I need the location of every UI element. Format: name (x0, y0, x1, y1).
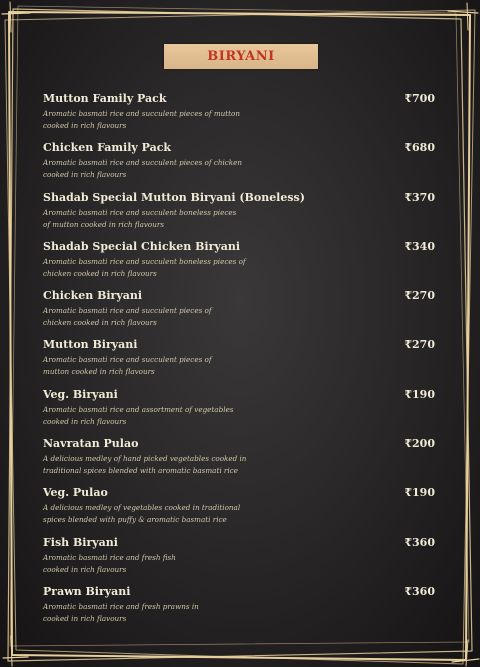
item-price: ₹340 (404, 239, 435, 253)
section-title: BIRYANI (207, 49, 275, 64)
menu-item (43, 289, 435, 338)
section-title-banner (164, 44, 318, 69)
item-name: Shadab Special Chicken Biryani (43, 239, 241, 253)
item-description: A delicious medley of hand picked vegetables cooked in traditional spices blended with aromatic basmati rice (43, 454, 247, 476)
menu-item (43, 338, 435, 387)
item-name: Chicken Biryani (43, 289, 143, 303)
item-name: Navratan Pulao (43, 437, 139, 451)
item-description: Aromatic basmati rice and fresh prawns in cooked in rich flavours (43, 601, 199, 623)
item-price: ₹190 (404, 387, 435, 401)
item-price: ₹270 (404, 289, 435, 303)
item-description: Aromatic basmati rice and succulent pieces of mutton cooked in rich flavours (43, 355, 212, 377)
item-name: Mutton Biryani (43, 338, 138, 352)
item-price: ₹700 (404, 92, 435, 105)
item-name: Mutton Family Pack (43, 92, 167, 105)
menu-item (43, 141, 435, 190)
item-price: ₹370 (404, 190, 435, 204)
item-name: Chicken Family Pack (43, 141, 172, 155)
item-price: ₹270 (404, 338, 435, 352)
item-description: Aromatic basmati rice and fresh fish cooked in rich flavours (43, 552, 176, 574)
item-price: ₹200 (404, 437, 435, 451)
item-name: Prawn Biryani (43, 584, 131, 598)
item-name: Veg. Pulao (43, 486, 108, 500)
menu-item (43, 240, 435, 289)
item-price: ₹360 (404, 584, 435, 598)
menu-item (43, 585, 435, 634)
item-description: Aromatic basmati rice and assortment of vegetables cooked in rich flavours (43, 404, 234, 426)
item-description: Aromatic basmati rice and succulent boneless pieces of mutton cooked in rich flavours (43, 207, 237, 229)
item-price: ₹680 (404, 141, 435, 155)
item-description: Aromatic basmati rice and succulent pieces of chicken cooked in rich flavours (43, 158, 243, 180)
item-name: Veg. Biryani (43, 387, 118, 401)
menu-item (43, 437, 435, 486)
menu-item (43, 536, 435, 585)
item-description: Aromatic basmati rice and succulent pieces of mutton cooked in rich flavours (43, 109, 241, 130)
menu-item-list (43, 92, 435, 634)
menu-item (43, 486, 435, 535)
item-name: Fish Biryani (43, 535, 118, 549)
menu-item (43, 191, 435, 240)
item-description: Aromatic basmati rice and succulent boneless pieces of chicken cooked in rich flavours (43, 256, 246, 278)
item-description: Aromatic basmati rice and succulent pieces of chicken cooked in rich flavours (43, 306, 212, 328)
item-price: ₹190 (404, 486, 435, 500)
menu-item (43, 92, 435, 141)
item-description: A delicious medley of vegetables cooked in traditional spices blended with puffy & aromatic basmati rice (43, 503, 241, 525)
menu-item (43, 388, 435, 437)
item-price: ₹360 (404, 535, 435, 549)
item-name: Shadab Special Mutton Biryani (Boneless) (43, 190, 305, 204)
